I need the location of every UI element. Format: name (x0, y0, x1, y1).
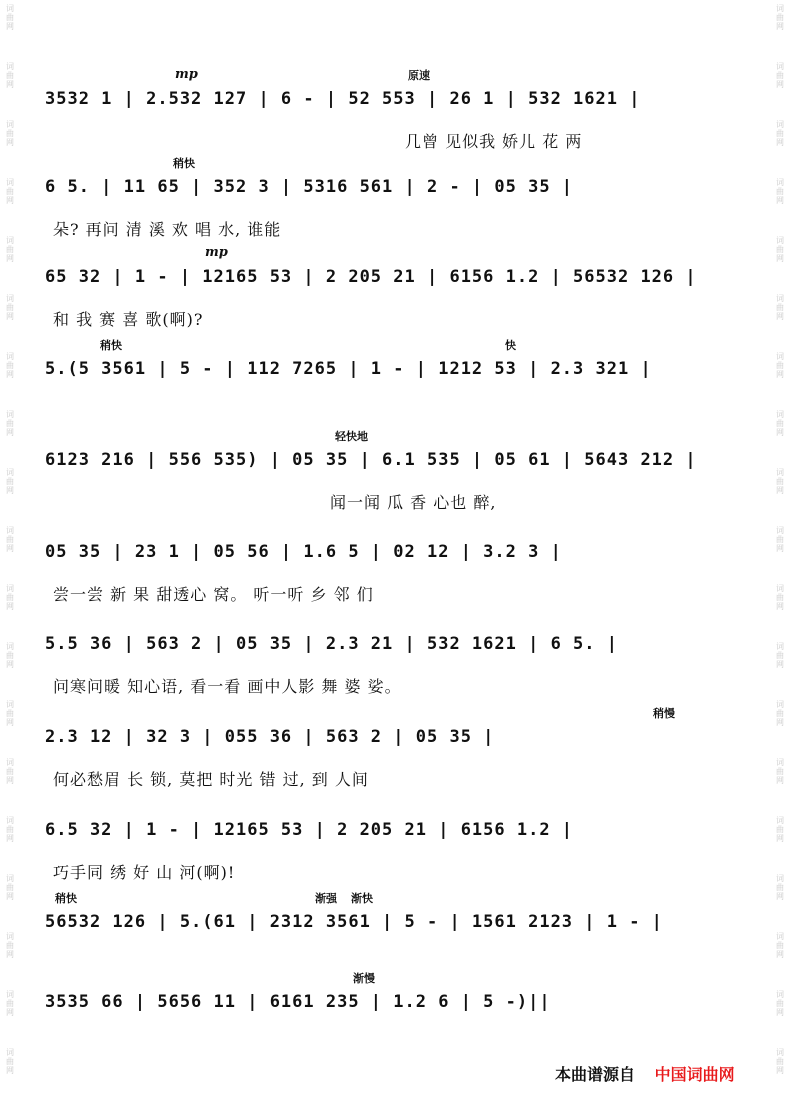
watermark-text: 词 曲 网 (6, 236, 14, 263)
system-marks (45, 705, 750, 725)
watermark-text: 词 曲 网 (6, 874, 14, 901)
watermark-text: 词 曲 网 (776, 294, 784, 321)
watermark-text: 词 曲 网 (776, 236, 784, 263)
score-system (45, 612, 750, 707)
tempo-mark: 稍快 (173, 157, 195, 170)
lyrics-line: 问寒问暖 知心语, 看一看 画中人影 舞 婆 娑。 (53, 677, 402, 696)
watermark-text: 词 曲 网 (776, 178, 784, 205)
watermark-text: 词 曲 网 (6, 120, 14, 147)
lyrics-line: 何必愁眉 长 锁, 莫把 时光 错 过, 到 人间 (53, 770, 369, 789)
watermark-text: 词 曲 网 (776, 62, 784, 89)
watermark-text: 词 曲 网 (6, 584, 14, 611)
score-system (45, 970, 750, 1065)
score-system (45, 705, 750, 800)
notation-line: 6.5 32 | 1 - | 12165 53 | 2 205 21 | 6156 1.2 | (45, 820, 750, 848)
tempo-mark: 渐慢 (353, 972, 375, 985)
notation-line: 05 35 | 23 1 | 05 56 | 1.6 5 | 02 12 | 3.2 3 | (45, 542, 750, 570)
watermark-text: 词 曲 网 (776, 1048, 784, 1075)
system-marks (45, 245, 750, 265)
notation-line: 56532 126 | 5.(61 | 2312 3561 | 5 - | 1561 2123 | 1 - | (45, 912, 750, 940)
watermark-text: 词 曲 网 (776, 874, 784, 901)
watermark-text: 词 曲 网 (776, 410, 784, 437)
notation-line: 6123 216 | 556 535) | 05 35 | 6.1 535 | 05 61 | 5643 212 | (45, 450, 750, 478)
watermark-text: 词 曲 网 (6, 758, 14, 785)
watermark-text: 词 曲 网 (6, 526, 14, 553)
system-marks (45, 337, 750, 357)
lyrics-line: 巧手同 绣 好 山 河(啊)! (53, 863, 236, 882)
watermark-text: 词 曲 网 (6, 932, 14, 959)
lyrics-line (53, 399, 750, 423)
watermark-right (770, 0, 790, 1113)
tempo-mark: 轻快地 (335, 430, 368, 443)
watermark-text: 词 曲 网 (776, 120, 784, 147)
system-marks (45, 970, 750, 990)
lyrics-line: 朵? 再问 清 溪 欢 唱 水, 谁能 (53, 220, 282, 239)
watermark-text: 词 曲 网 (6, 1048, 14, 1075)
watermark-text: 词 曲 网 (776, 990, 784, 1017)
system-marks (45, 798, 750, 818)
watermark-text: 词 曲 网 (6, 468, 14, 495)
score-system (45, 245, 750, 340)
system-marks (45, 428, 750, 448)
watermark-text: 词 曲 网 (776, 642, 784, 669)
watermark-text: 词 曲 网 (6, 990, 14, 1017)
notation-line: 3532 1 | 2.532 127 | 6 - | 52 553 | 26 1 | 532 1621 | (45, 89, 750, 117)
tempo-mark: 快 (505, 339, 516, 352)
notation-line: 2.3 12 | 32 3 | 055 36 | 563 2 | 05 35 | (45, 727, 750, 755)
site-name: 中国词曲网 (654, 1065, 735, 1084)
watermark-text: 词 曲 网 (776, 700, 784, 727)
lyrics-line: 和 我 赛 喜 歌(啊)? (53, 310, 204, 329)
watermark-text: 词 曲 网 (6, 62, 14, 89)
dynamic-mark: mp (205, 245, 228, 260)
tempo-mark: 渐强 (315, 892, 337, 905)
watermark-text: 词 曲 网 (776, 352, 784, 379)
lyrics-line: 几曾 见似我 娇儿 花 两 (405, 132, 583, 151)
watermark-text: 词 曲 网 (6, 4, 14, 31)
tempo-mark: 稍快 (55, 892, 77, 905)
watermark-text: 词 曲 网 (776, 816, 784, 843)
lyrics-line (53, 1032, 750, 1056)
lyrics-line: 闻一闻 瓜 香 心也 醉, (330, 493, 497, 512)
system-marks (45, 520, 750, 540)
watermark-text: 词 曲 网 (6, 410, 14, 437)
system-marks (45, 612, 750, 632)
watermark-left (0, 0, 20, 1113)
score-system (45, 337, 750, 432)
watermark-text: 词 曲 网 (776, 584, 784, 611)
score-system (45, 520, 750, 615)
score-system (45, 155, 750, 250)
watermark-text: 词 曲 网 (776, 932, 784, 959)
watermark-text: 词 曲 网 (6, 352, 14, 379)
watermark-text: 词 曲 网 (776, 468, 784, 495)
tempo-mark: 稍慢 (653, 707, 675, 720)
lyrics-line: 尝一尝 新 果 甜透心 窝。 听一听 乡 邻 们 (53, 585, 374, 604)
system-marks (45, 67, 750, 87)
notation-line: 5.(5 3561 | 5 - | 112 7265 | 1 - | 1212 53 | 2.3 321 | (45, 359, 750, 387)
tempo-mark: 原速 (408, 69, 430, 82)
watermark-text: 词 曲 网 (6, 178, 14, 205)
system-marks (45, 155, 750, 175)
watermark-text: 词 曲 网 (776, 526, 784, 553)
watermark-text: 词 曲 网 (776, 758, 784, 785)
source-label: 本曲谱源自 (555, 1065, 636, 1084)
watermark-text: 词 曲 网 (6, 700, 14, 727)
watermark-text: 词 曲 网 (6, 642, 14, 669)
system-marks (45, 890, 750, 910)
watermark-text: 词 曲 网 (776, 4, 784, 31)
score-system (45, 798, 750, 893)
tempo-mark: 稍快 (100, 339, 122, 352)
notation-line: 65 32 | 1 - | 12165 53 | 2 205 21 | 6156 1.2 | 56532 126 | (45, 267, 750, 295)
watermark-text: 词 曲 网 (6, 294, 14, 321)
dynamic-mark: mp (175, 67, 198, 82)
notation-line: 3535 66 | 5656 11 | 6161 235 | 1.2 6 | 5 -)|| (45, 992, 750, 1020)
score-system (45, 428, 750, 523)
source-footer (555, 1062, 765, 1085)
score-system (45, 67, 750, 162)
notation-line: 6 5. | 11 65 | 352 3 | 5316 561 | 2 - | 05 35 | (45, 177, 750, 205)
notation-line: 5.5 36 | 563 2 | 05 35 | 2.3 21 | 532 1621 | 6 5. | (45, 634, 750, 662)
tempo-mark: 渐快 (351, 892, 373, 905)
watermark-text: 词 曲 网 (6, 816, 14, 843)
